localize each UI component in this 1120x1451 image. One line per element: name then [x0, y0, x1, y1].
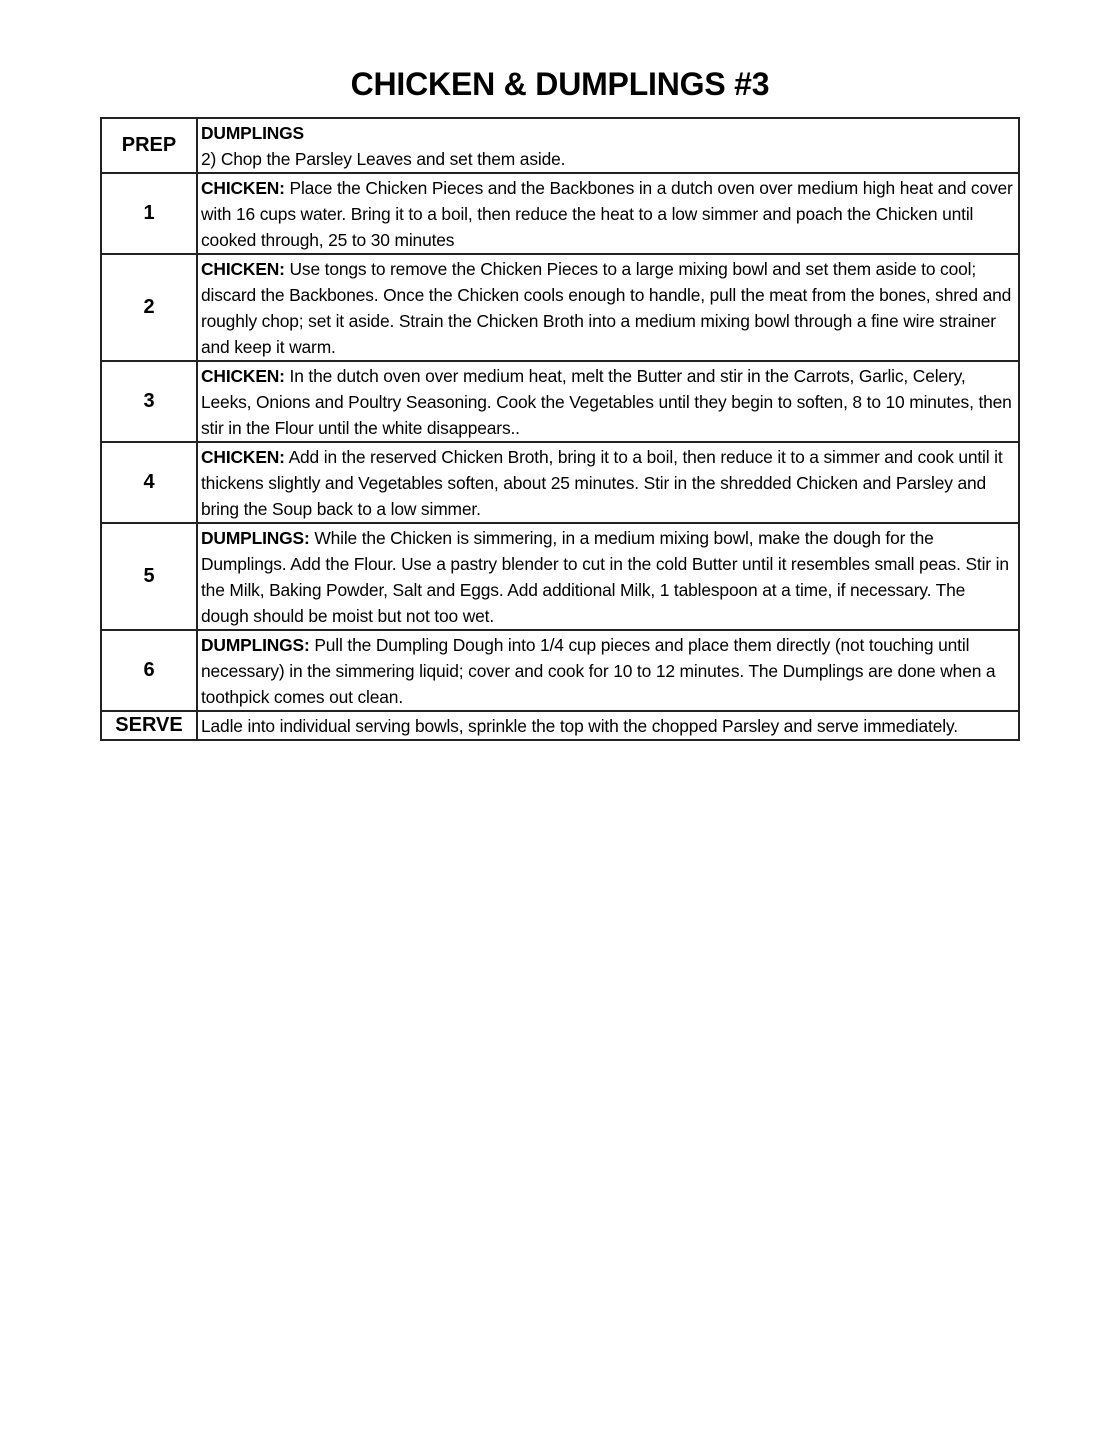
step-text — [197, 711, 1019, 740]
step-body: Use tongs to remove the Chicken Pieces to a large mixing bowl and set them aside to cool; discard the Backbones. Once the Chicken cools enough to handle, pull the meat from the bones, shred and roughly chop; set it aside. Strain the Chicken Broth into a medium mixing bowl through a fine wire strainer and keep it warm. — [201, 259, 1012, 357]
table-row-step-2 — [101, 254, 1019, 361]
table-row-step-6 — [101, 630, 1019, 711]
step-body: Ladle into individual serving bowls, sprinkle the top with the chopped Parsley and serve immediately. — [201, 716, 958, 736]
step-text — [197, 442, 1019, 523]
step-heading: CHICKEN: — [201, 447, 285, 467]
step-label: 2 — [101, 254, 197, 361]
table-row-serve — [101, 711, 1019, 740]
step-text — [197, 173, 1019, 254]
table-row-step-4 — [101, 442, 1019, 523]
step-text — [197, 361, 1019, 442]
step-label: 5 — [101, 523, 197, 630]
step-label: 6 — [101, 630, 197, 711]
step-label: SERVE — [101, 711, 197, 740]
step-label: 1 — [101, 173, 197, 254]
table-row-step-5 — [101, 523, 1019, 630]
step-text — [197, 118, 1019, 173]
step-heading: DUMPLINGS: — [201, 528, 310, 548]
step-body: Place the Chicken Pieces and the Backbones in a dutch oven over medium high heat and cover with 16 cups water. Bring it to a boil, then reduce the heat to a low simmer and poach the Chicken until cooked through, 25 to 30 minutes — [201, 178, 1013, 250]
step-heading: CHICKEN: — [201, 178, 285, 198]
step-label: 4 — [101, 442, 197, 523]
step-body: In the dutch oven over medium heat, melt the Butter and stir in the Carrots, Garlic, Celery, Leeks, Onions and Poultry Seasoning. Cook the Vegetables until they begin to soften, 8 to 10 minutes, then stir in the Flour until the white disappears.. — [201, 366, 1012, 438]
step-heading: CHICKEN: — [201, 259, 285, 279]
step-text — [197, 630, 1019, 711]
step-body: Pull the Dumpling Dough into 1/4 cup pieces and place them directly (not touching until necessary) in the simmering liquid; cover and cook for 10 to 12 minutes. The Dumplings are done when a toothpick comes out clean. — [201, 635, 996, 707]
table-row-prep — [101, 118, 1019, 173]
table-row-step-1 — [101, 173, 1019, 254]
step-label: 3 — [101, 361, 197, 442]
table-row-step-3 — [101, 361, 1019, 442]
step-body: 2) Chop the Parsley Leaves and set them aside. — [201, 149, 566, 169]
step-body: While the Chicken is simmering, in a medium mixing bowl, make the dough for the Dumplings. Add the Flour. Use a pastry blender to cut in the cold Butter until it resembles small peas. Stir in the Milk, Baking Powder, Salt and Eggs. Add additional Milk, 1 tablespoon at a time, if necessary. The dough should be moist but not too wet. — [201, 528, 1009, 626]
step-body: Add in the reserved Chicken Broth, bring it to a boil, then reduce it to a simmer and cook until it thickens slightly and Vegetables soften, about 25 minutes. Stir in the shredded Chicken and Parsley and bring the Soup back to a low simmer. — [201, 447, 1003, 519]
step-text — [197, 523, 1019, 630]
step-text — [197, 254, 1019, 361]
step-label: PREP — [101, 118, 197, 173]
step-heading: CHICKEN: — [201, 366, 285, 386]
recipe-steps-table — [100, 117, 1020, 741]
page-title: CHICKEN & DUMPLINGS #3 — [350, 66, 770, 102]
step-heading: DUMPLINGS: — [201, 635, 310, 655]
step-heading: DUMPLINGS — [201, 123, 304, 143]
